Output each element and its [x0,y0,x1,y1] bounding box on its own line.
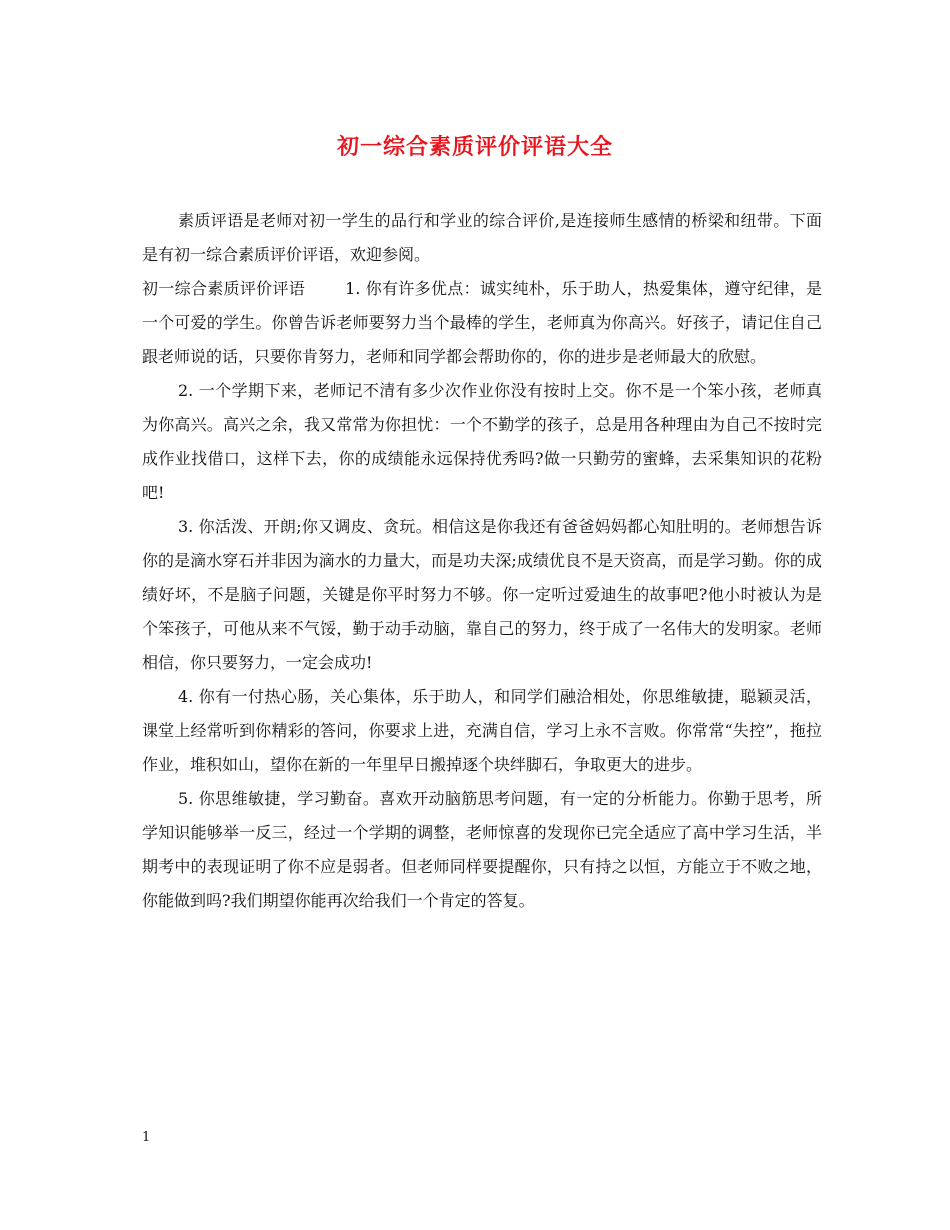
intro-paragraph: 素质评语是老师对初一学生的品行和学业的综合评价,是连接师生感情的桥梁和纽带。下面是有初一综合素质评价评语，欢迎参阅。 [142,211,822,264]
page-number: 1 [142,1130,151,1145]
first-comment-paragraph [142,272,822,374]
document-body [142,204,822,918]
comment-item-4: 4. 你有一付热心肠，关心集体，乐于助人，和同学们融洽相处，你思维敏捷，聪颖灵活，课堂上经常听到你精彩的答问，你要求上进，充满自信，学习上永不言败。你常常“失控”，拖拉作业，堆积如山，望你在新的一年里早日搬掉逐个块绊脚石，争取更大的进步。 [142,687,822,774]
comment-item-3: 3. 你活泼、开朗;你又调皮、贪玩。相信这是你我还有爸爸妈妈都心知肚明的。老师想告诉你的是滴水穿石并非因为滴水的力量大，而是功夫深;成绩优良不是天资高，而是学习勤。你的成绩好坏，不是脑子问题，关键是你平时努力不够。你一定听过爱迪生的故事吧?他小时被认为是个笨孩子，可他从来不气馁，勤于动手动脑，靠自己的努力，终于成了一名伟大的发明家。老师相信，你只要努力，一定会成功! [142,517,822,672]
comment-item-1: 1. 你有许多优点：诚实纯朴，乐于助人，热爱集体，遵守纪律，是一个可爱的学生。你曾告诉老师要努力当个最棒的学生，老师真为你高兴。好孩子，请记住自己跟老师说的话，只要你肯努力，老师和同学都会帮助你的，你的进步是老师最大的欣慰。 [142,279,822,366]
comment-item-2: 2. 一个学期下来，老师记不清有多少次作业你没有按时上交。你不是一个笨小孩，老师真为你高兴。高兴之余，我又常常为你担忧：一个不勤学的孩子，总是用各种理由为自己不按时完成作业找借口，这样下去，你的成绩能永远保持优秀吗?做一只勤劳的蜜蜂，去采集知识的花粉吧! [142,381,822,502]
comment-item-5: 5. 你思维敏捷，学习勤奋。喜欢开动脑筋思考问题，有一定的分析能力。你勤于思考，所学知识能够举一反三，经过一个学期的调整，老师惊喜的发现你已完全适应了高中学习生活，半期考中的表现证明了你不应是弱者。但老师同样要提醒你，只有持之以恒，方能立于不败之地，你能做到吗?我们期望你能再次给我们一个肯定的答复。 [142,789,822,910]
section-heading: 初一综合素质评价评语 [142,279,306,298]
document-title: 初一综合素质评价评语大全 [336,134,613,160]
